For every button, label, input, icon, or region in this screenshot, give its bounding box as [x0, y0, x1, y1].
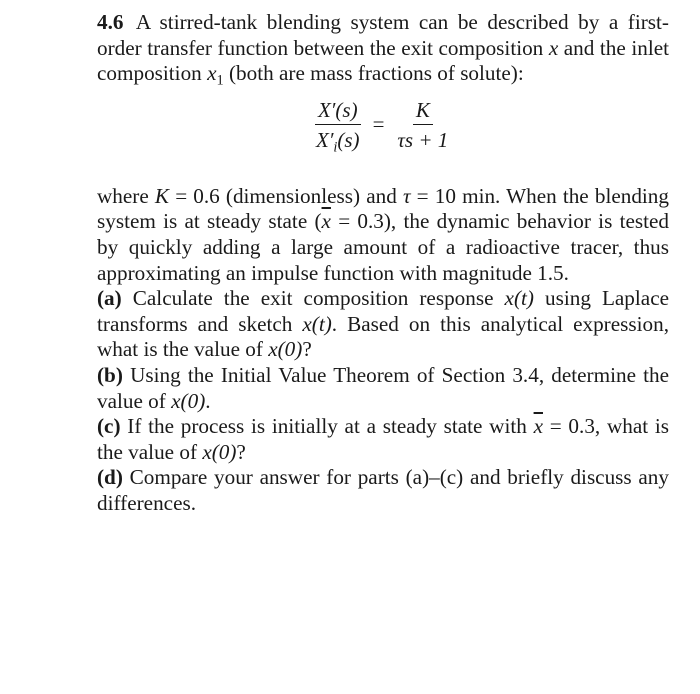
- fraction-right: $\frac{K}{\tau s + 1}$: [397, 97, 449, 152]
- problem-number: 4.6: [97, 10, 124, 34]
- transfer-function-equation: $\frac{X'(s)}{X'_i(s)}$ = $\frac{K}{\tau s + 1}$: [97, 96, 669, 170]
- part-d: (d) Compare your answer for parts (a)–(c) and briefly discuss any differences.: [97, 465, 669, 515]
- part-b: (b) Using the Initial Value Theorem of Section 3.4, determine the value of x(0).: [97, 362, 669, 413]
- problem-text: [97, 10, 669, 517]
- problem-intro: 4.6 A stirred-tank blending system can be described by a first-order transfer function between the exit composition x and the inlet composition $x_1$ (both are mass fractions of solute):: [97, 10, 670, 89]
- problem-where: where K = 0.6 (dimensionless) and τ = 10 min. When the blending system is at steady state $(\overline{x} = 0.3)$, the dynamic behavior is tested by quickly adding a large amount of a radioactive tracer, thus approximating an impulse function with magnitude 1.5.: [97, 183, 669, 285]
- part-a: (a) Calculate the exit composition response x(t) using Laplace transforms and sketch x(t). Based on this analytical expression, what is the value of x(0)?: [97, 286, 670, 362]
- part-c: (c) If the process is initially at a steady state with $\overline{x} = 0.3$, what is the value of x(0)?: [97, 414, 670, 464]
- fraction-left: $\frac{X'(s)}{X'_i(s)}$: [316, 97, 360, 156]
